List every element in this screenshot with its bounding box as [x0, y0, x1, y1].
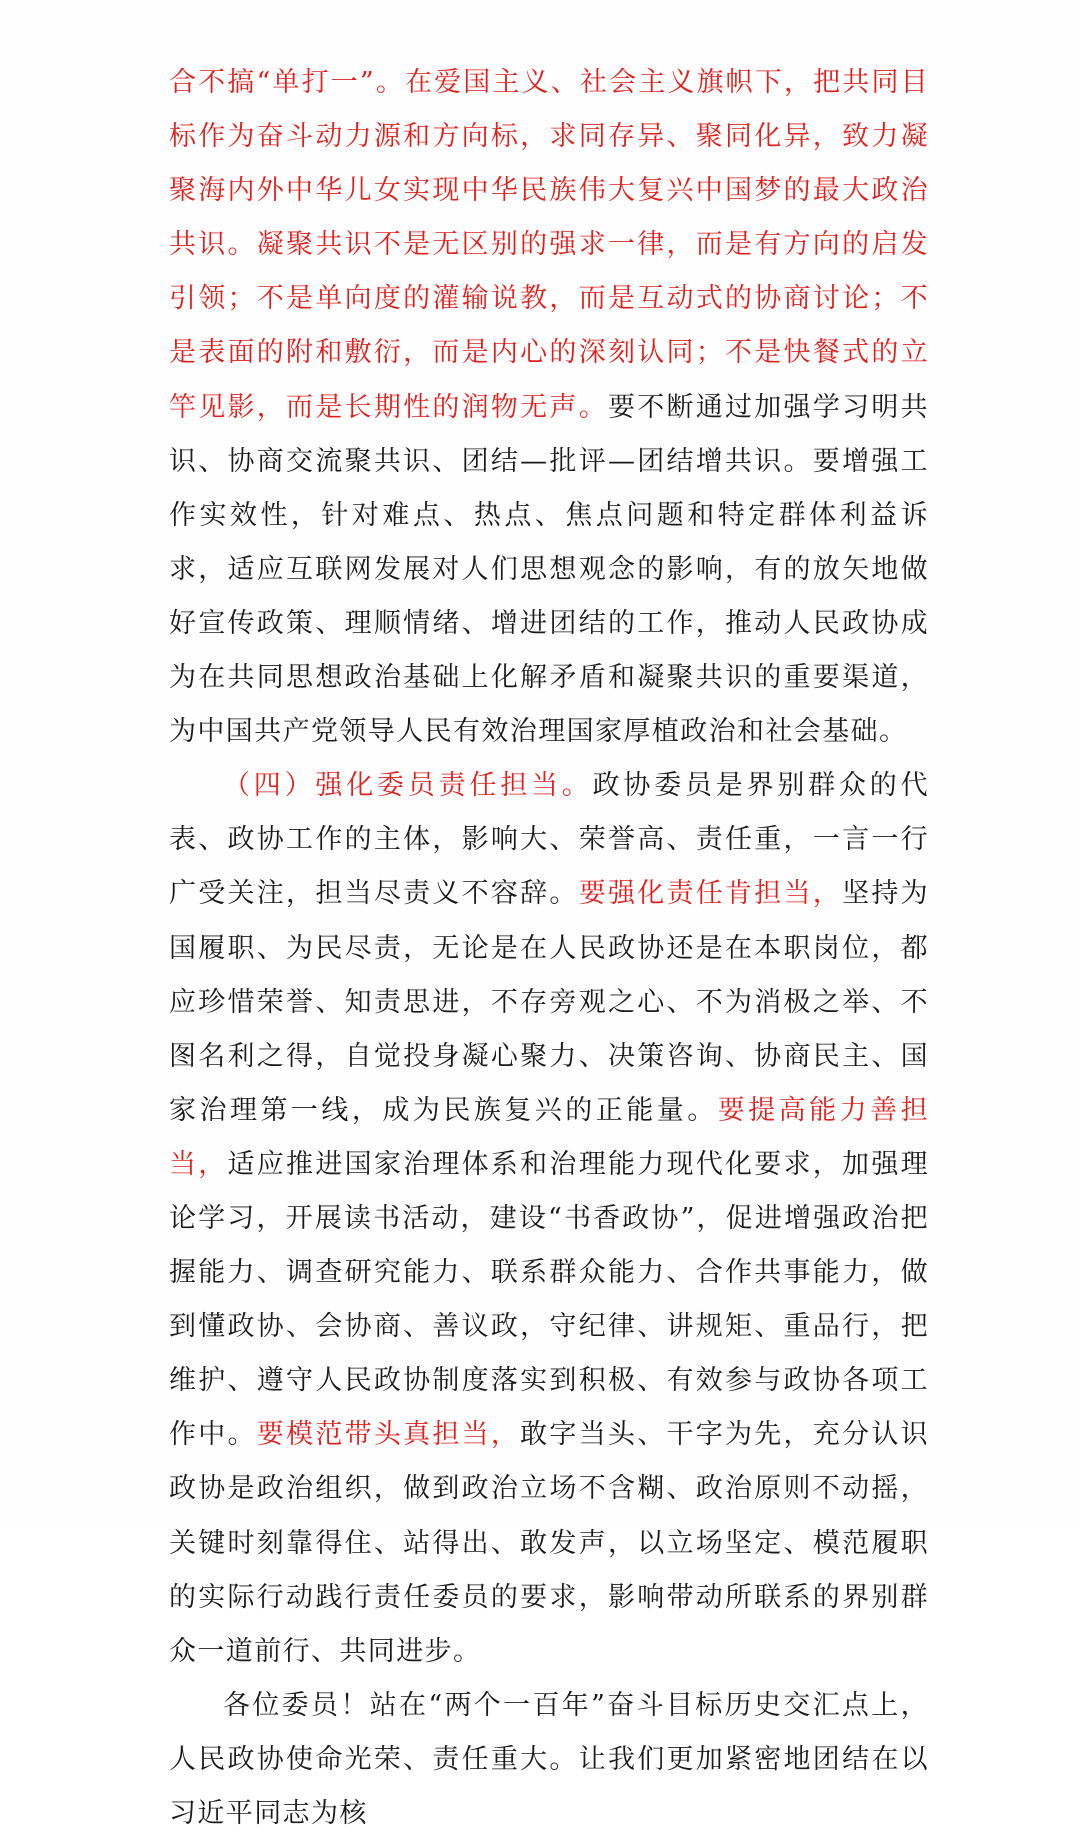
- sub-point-heading: 要强化责任肯担当，: [578, 878, 843, 910]
- body-passage: 坚持为国履职、为民尽责，无论是在人民政协还是在本职岗位，都应珍惜荣誉、知责思进，不存旁观之心、不为消极之举、不图名利之得，自觉投身凝心聚力、决策咨询、协商民主、国家治理第一线，成为民族复兴的正能量。: [169, 878, 929, 1126]
- body-passage: 政协委员是界别群众的代表、政协工作的主体，影响大、荣誉高、责任重，一言一行广受关注，担当尽责义不容辞。: [169, 770, 929, 910]
- body-text: [169, 56, 929, 1841]
- section-heading: （四）强化委员责任担当。: [223, 770, 593, 802]
- body-passage: 适应推进国家治理体系和治理能力现代化要求，加强理论学习，开展读书活动，建设“书香政协”，促进增强政治把握能力、调查研究能力、联系群众能力、合作共事能力，做到懂政协、会协商、善议政，守纪律、讲规矩、重品行，把维护、遵守人民政协制度落实到积极、有效参与政协各项工作中。: [169, 1148, 929, 1451]
- paragraph-consensus: [169, 56, 929, 759]
- highlighted-passage: 合不搞“单打一”。在爱国主义、社会主义旗帜下，把共同目标作为奋斗动力源和方向标，求同存异、聚同化异，致力凝聚海内外中华儿女实现中华民族伟大复兴中国梦的最大政治共识。凝聚共识不是无区别的强求一律，而是有方向的启发引领；不是单向度的灌输说教，而是互动式的协商讨论；不是表面的附和敷衍，而是内心的深刻认同；不是快餐式的立竿见影，而是长期性的润物无声。: [169, 67, 929, 423]
- sub-point-heading: 要模范带头真担当，: [256, 1419, 521, 1451]
- paragraph-responsibility: [169, 759, 929, 1679]
- body-passage: 敢字当头、干字为先，充分认识政协是政治组织，做到政治立场不含糊、政治原则不动摇，关键时刻靠得住、站得出、敢发声，以立场坚定、模范履职的实际行动践行责任委员的要求，影响带动所联系的界别群众一道前行、共同进步。: [169, 1419, 929, 1667]
- body-passage: 各位委员！站在“两个一百年”奋斗目标历史交汇点上，人民政协使命光荣、责任重大。让我们更加紧密地团结在以习近平同志为核: [169, 1689, 929, 1829]
- body-passage: 要不断通过加强学习明共识、协商交流聚共识、团结—批评—团结增共识。要增强工作实效性，针对难点、热点、焦点问题和特定群体利益诉求，适应互联网发展对人们思想观念的影响，有的放矢地做好宣传政策、理顺情绪、增进团结的工作，推动人民政协成为在共同思想政治基础上化解矛盾和凝聚共识的重要渠道，为中国共产党领导人民有效治理国家厚植政治和社会基础。: [169, 391, 930, 748]
- sub-point-heading: 要提高能力善担当，: [169, 1094, 929, 1180]
- paragraph-closing: [169, 1679, 929, 1841]
